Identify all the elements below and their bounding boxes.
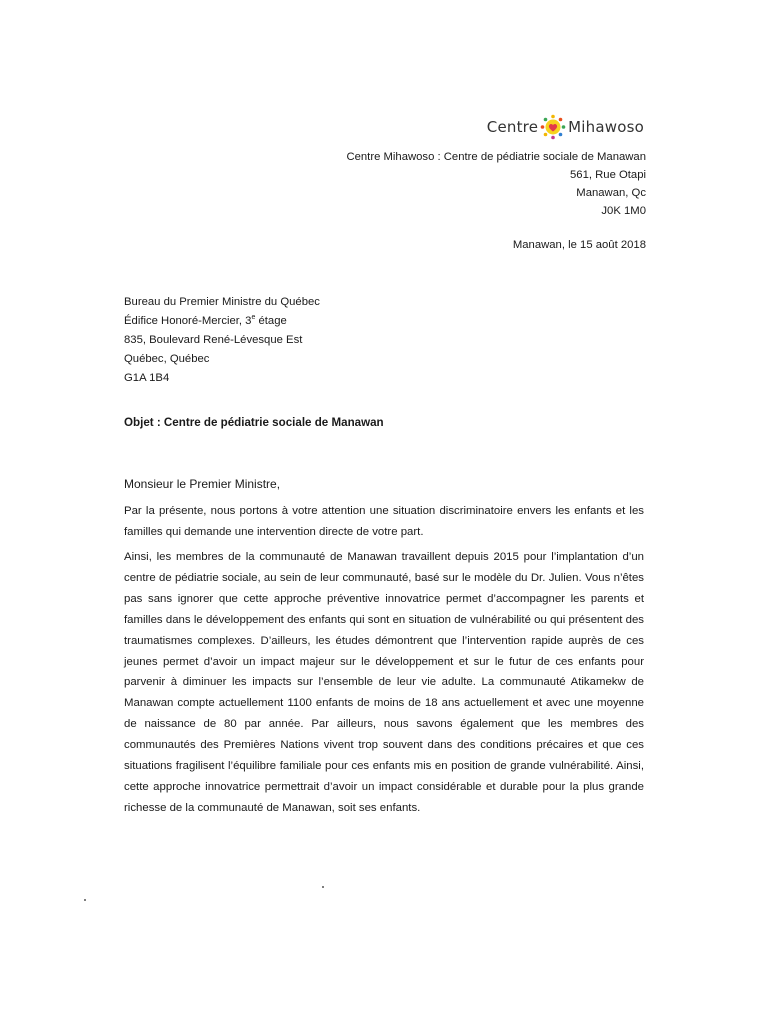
logo-text-left: Centre <box>486 118 539 136</box>
sender-city: Manawan, Qc <box>576 187 646 199</box>
recipient-building: Édifice Honoré-Mercier, 3 <box>124 315 252 327</box>
recipient-line-5: G1A 1B4 <box>124 372 170 384</box>
sender-postal: J0K 1M0 <box>601 205 646 217</box>
sender-street: 561, Rue Otapi <box>570 169 646 181</box>
logo-text-right: Mihawoso <box>568 118 644 136</box>
letter-subject: Objet : Centre de pédiatrie sociale de Manawan <box>124 416 384 429</box>
scan-speck <box>84 899 86 901</box>
recipient-line-3: 835, Boulevard René-Lévesque Est <box>124 334 303 346</box>
sender-address <box>346 148 646 220</box>
body-paragraph-1: Par la présente, nous portons à votre attention une situation discriminatoire envers les enfants et les familles qui demande une intervention directe de votre part. <box>124 505 644 538</box>
logo <box>487 114 644 140</box>
sun-heart-icon <box>540 114 566 140</box>
floor-superscript: e <box>251 314 256 322</box>
scan-speck <box>322 886 324 888</box>
recipient-line-2 <box>124 312 320 331</box>
recipient-line-1: Bureau du Premier Ministre du Québec <box>124 296 320 308</box>
letter-date: Manawan, le 15 août 2018 <box>512 239 646 251</box>
recipient-floor: étage <box>255 315 287 327</box>
sender-name: Centre Mihawoso : Centre de pédiatrie sociale de Manawan <box>346 151 646 163</box>
body-paragraph-2: Ainsi, les membres de la communauté de Manawan travaillent depuis 2015 pour l’implantation d’un centre de pédiatrie sociale, au sein de leur communauté, basé sur le modèle du Dr. Julien. Vous n’êtes pas sans ignorer que cette approche préventive innovatrice permet d’accompagner les parents et familles dans le développement des enfants qui sont en situation de vulnérabilité ou qui présentent des traumatismes complexes. D’ailleurs, les études démontrent que l’intervention rapide auprès de ces jeunes permet d’avoir un impact majeur sur le développement et sur le futur de ces enfants pour parvenir à diminuer les impacts sur l’ensemble de leur vie adulte. La communauté Atikamekw de Manawan compte actuellement 1100 enfants de moins de 18 ans actuellement et avec une moyenne de naissance de 80 par année. Par ailleurs, nous savons également que les membres des communautés des Premières Nations vivent trop souvent dans des conditions précaires et que ces situations fragilisent l’équilibre familiale pour ces enfants mis en position de grande vulnérabilité. Ainsi, cette approche innovatrice permettrait d’avoir un impact considérable et durable pour la plus grande richesse de la communauté de Manawan, soit ses enfants. <box>124 551 644 814</box>
salutation: Monsieur le Premier Ministre, <box>124 477 281 491</box>
recipient-address <box>124 293 320 388</box>
recipient-line-4: Québec, Québec <box>124 353 210 365</box>
